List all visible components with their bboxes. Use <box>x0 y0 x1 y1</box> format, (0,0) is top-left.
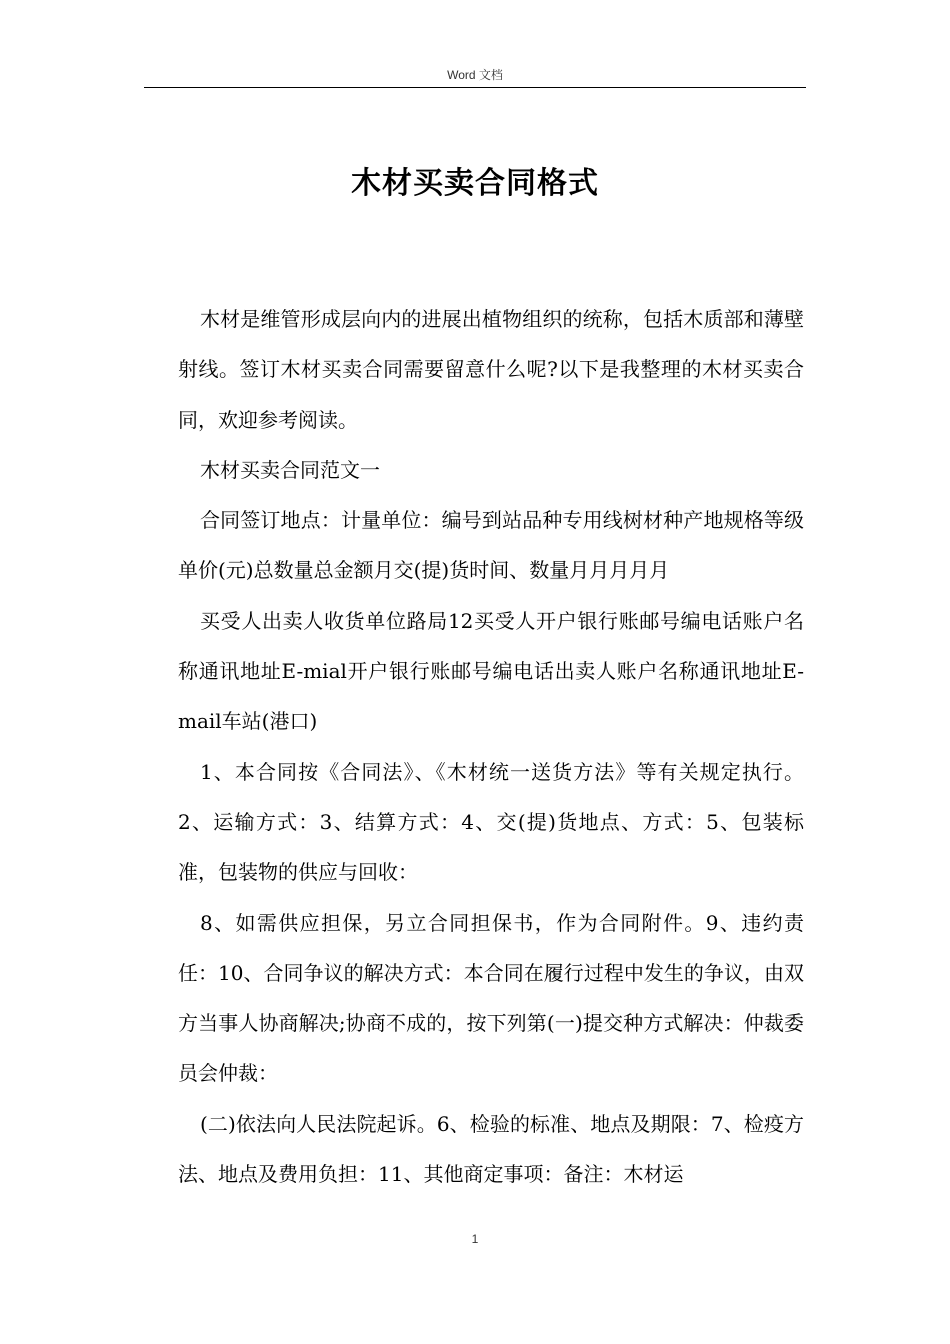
document-title: 木材买卖合同格式 <box>351 166 599 201</box>
paragraph-contract-location: 合同签订地点：计量单位：编号到站品种专用线树材种产地规格等级单价(元)总数量总金额月交(提)货时间、数量月月月月月 <box>178 508 804 583</box>
page-header-label: Word 文档 <box>447 68 503 82</box>
paragraph-intro: 木材是维管形成层向内的进展出植物组织的统称，包括木质部和薄壁射线。签订木材买卖合同需要留意什么呢?以下是我整理的木材买卖合同，欢迎参考阅读。 <box>178 307 804 432</box>
document-body <box>178 294 804 1199</box>
paragraph-clauses-1-5: 1、本合同按《合同法》、《木材统一送货方法》等有关规定执行。2、运输方式：3、结算方式：4、交(提)货地点、方式：5、包装标准，包装物的供应与回收： <box>178 759 804 885</box>
paragraph-parties: 买受人出卖人收货单位路局12买受人开户银行账邮号编电话账户名称通讯地址E-mial开户银行账邮号编电话出卖人账户名称通讯地址E-mail车站(港口) <box>178 608 804 734</box>
paragraph-clauses-litigation: (二)依法向人民法院起诉。6、检验的标准、地点及期限：7、检疫方法、地点及费用负担：11、其他商定事项：备注：木材运 <box>178 1111 804 1187</box>
paragraph-sample-heading: 木材买卖合同范文一 <box>200 457 380 482</box>
paragraph-clauses-8-10: 8、如需供应担保，另立合同担保书，作为合同附件。9、违约责任：10、合同争议的解决方式：本合同在履行过程中发生的争议，由双方当事人协商解决;协商不成的，按下列第(一)提交种方式解决：仲裁委员会仲裁： <box>178 910 804 1086</box>
page-number: 1 <box>471 1232 479 1246</box>
header-divider <box>144 87 806 88</box>
